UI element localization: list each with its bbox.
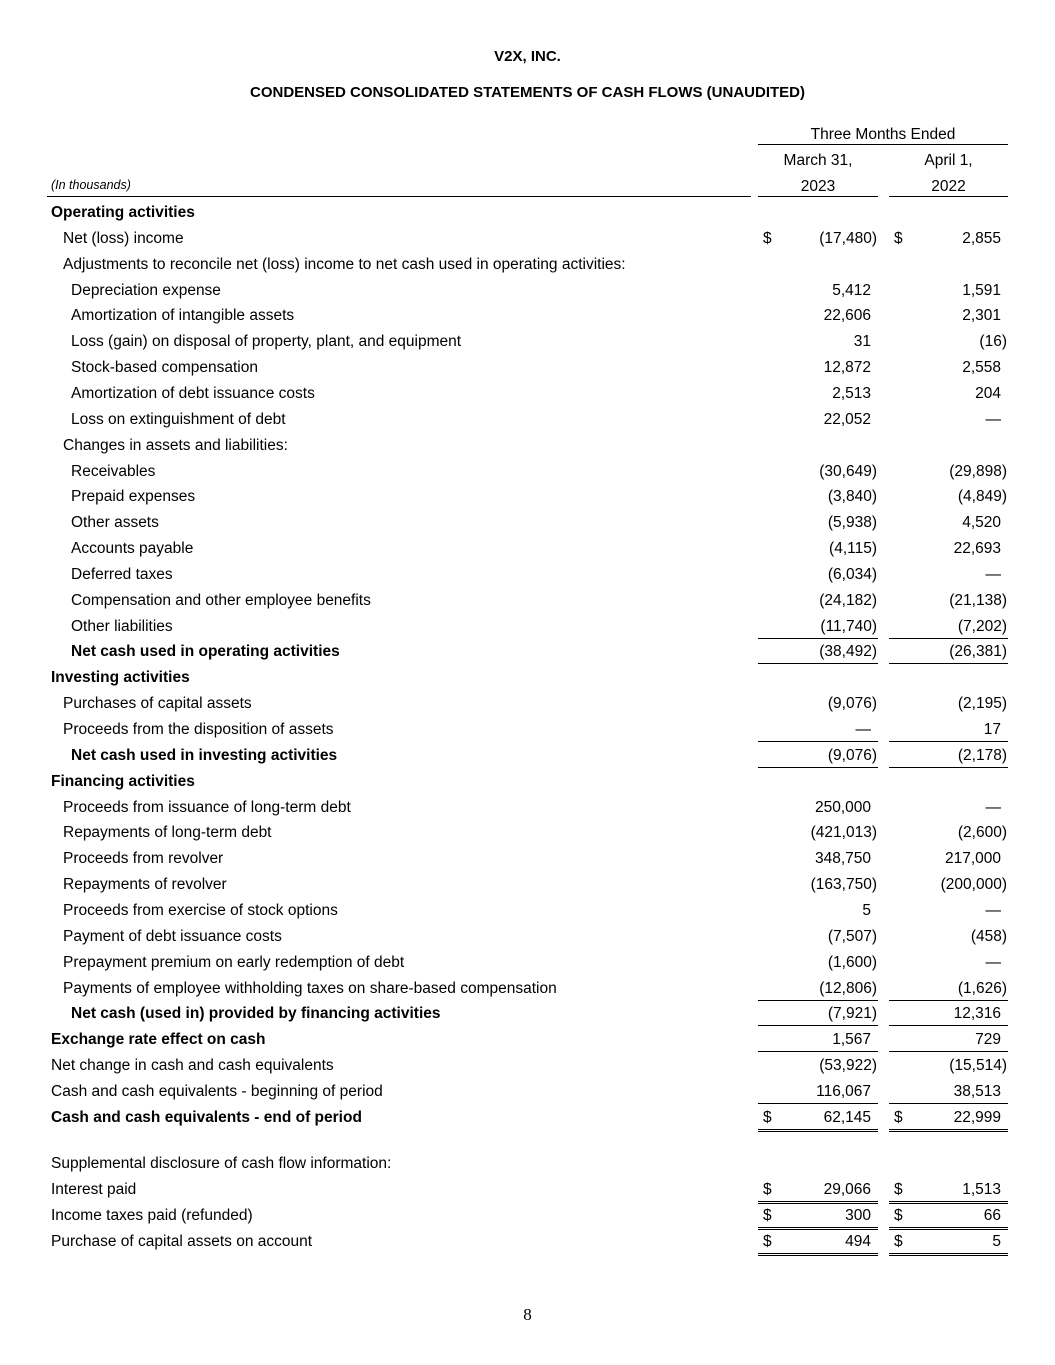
dollar-sign: $ — [894, 1232, 903, 1250]
row-label: Income taxes paid (refunded) — [51, 1206, 253, 1224]
row-label: Receivables — [71, 462, 156, 480]
value: (3,840) — [827, 488, 877, 506]
value-cell-2023 — [758, 1082, 878, 1104]
row-label: Proceeds from the disposition of assets — [63, 721, 334, 738]
value-cell-2022 — [889, 410, 1008, 431]
value: 348,750 — [814, 850, 871, 868]
value: 31 — [853, 333, 871, 351]
dollar-sign: $ — [894, 1108, 903, 1126]
dollar-sign: $ — [763, 229, 772, 247]
value-cell-2023 — [758, 436, 878, 457]
value-cell-2022 — [889, 1154, 1008, 1175]
table-row — [0, 462, 1055, 484]
row-label: Supplemental disclosure of cash flow information: — [51, 1155, 392, 1173]
header-rule-label — [47, 196, 751, 197]
value: (4,115) — [829, 540, 877, 558]
row-label: Loss on extinguishment of debt — [71, 410, 286, 428]
value-cell-2023 — [758, 1154, 878, 1175]
value: 22,052 — [823, 410, 871, 428]
company-name: V2X, INC. — [494, 48, 561, 65]
value: — — [985, 901, 1001, 919]
table-row — [0, 694, 1055, 716]
value-cell-2023 — [758, 798, 878, 819]
value: 62,145 — [823, 1108, 871, 1126]
row-label: Repayments of long-term debt — [63, 824, 272, 842]
row-label: Payments of employee withholding taxes on share-based compensation — [63, 979, 557, 997]
table-row — [0, 979, 1055, 1001]
dollar-sign: $ — [763, 1180, 772, 1198]
value: (21,138) — [949, 591, 1007, 609]
value: (2,600) — [957, 824, 1007, 842]
dollar-sign: $ — [763, 1108, 772, 1126]
value-cell-2023 — [758, 565, 878, 586]
value: (7,507) — [827, 927, 877, 945]
table-row — [0, 1082, 1055, 1104]
value-cell-2022 — [889, 1056, 1008, 1077]
value-cell-2023 — [758, 1108, 878, 1132]
value-cell-2022 — [889, 849, 1008, 870]
value-cell-2022 — [889, 694, 1008, 715]
table-row — [0, 203, 1055, 225]
row-label: Stock-based compensation — [71, 359, 258, 377]
dollar-sign: $ — [894, 229, 903, 247]
value: (15,514) — [949, 1057, 1007, 1075]
value-cell-2022 — [889, 901, 1008, 922]
row-label: Purchases of capital assets — [63, 695, 252, 713]
row-label: Prepayment premium on early redemption of debt — [63, 953, 405, 971]
table-row — [0, 617, 1055, 639]
value-cell-2022 — [889, 591, 1008, 612]
value-cell-2023 — [758, 384, 878, 405]
value-cell-2022 — [889, 798, 1008, 819]
table-row — [0, 436, 1055, 458]
value-cell-2023 — [758, 927, 878, 948]
value: (26,381) — [949, 643, 1007, 661]
table-row — [0, 358, 1055, 380]
table-row — [0, 1154, 1055, 1176]
value-cell-2023 — [758, 1206, 878, 1230]
value: 22,693 — [953, 540, 1001, 558]
table-row — [0, 1056, 1055, 1078]
value-cell-2022 — [889, 487, 1008, 508]
col2-header-line1: April 1, — [924, 152, 973, 169]
table-row — [0, 332, 1055, 354]
value: (2,178) — [957, 746, 1007, 764]
value-cell-2023 — [758, 823, 878, 844]
value-cell-2023 — [758, 849, 878, 870]
period-label: Three Months Ended — [810, 126, 956, 143]
table-row — [0, 565, 1055, 587]
value: 729 — [975, 1031, 1001, 1049]
value: 12,316 — [953, 1005, 1001, 1023]
row-label: Accounts payable — [71, 540, 194, 558]
value: 5 — [862, 901, 871, 919]
col1-header-line1: March 31, — [783, 152, 853, 169]
value-cell-2023 — [758, 229, 878, 250]
value: (1,626) — [957, 979, 1007, 997]
value: 17 — [983, 721, 1001, 738]
value: 300 — [845, 1206, 871, 1224]
value-cell-2023 — [758, 953, 878, 974]
table-row — [0, 668, 1055, 690]
value-cell-2023 — [758, 694, 878, 715]
col1-header-year: 2023 — [800, 178, 836, 195]
value-cell-2023 — [758, 462, 878, 483]
table-row — [0, 642, 1055, 664]
spacer-row — [0, 1134, 1055, 1156]
statement-title: CONDENSED CONSOLIDATED STATEMENTS OF CASH FLOWS (UNAUDITED) — [250, 84, 805, 101]
table-row — [0, 539, 1055, 561]
value: (5,938) — [827, 514, 877, 532]
value: 29,066 — [823, 1180, 871, 1198]
value: 2,558 — [962, 359, 1001, 377]
dollar-sign: $ — [763, 1206, 772, 1224]
row-label: Investing activities — [51, 669, 190, 687]
value-cell-2022 — [889, 1030, 1008, 1052]
value: 5,412 — [832, 281, 871, 299]
value-cell-2023 — [758, 591, 878, 612]
value: (4,849) — [957, 488, 1007, 506]
value-cell-2023 — [758, 255, 878, 276]
value-cell-2023 — [758, 332, 878, 353]
table-row — [0, 1004, 1055, 1026]
row-label: Other liabilities — [71, 617, 173, 635]
value: (24,182) — [819, 591, 877, 609]
row-label: Net cash used in operating activities — [71, 643, 340, 661]
table-row — [0, 1232, 1055, 1254]
table-row — [0, 229, 1055, 251]
value: 204 — [975, 384, 1001, 402]
table-row — [0, 306, 1055, 328]
value: (9,076) — [827, 746, 877, 764]
value: 250,000 — [814, 798, 871, 816]
table-row — [0, 772, 1055, 794]
value-cell-2022 — [889, 462, 1008, 483]
row-label: Cash and cash equivalents - end of period — [51, 1108, 362, 1126]
value: — — [985, 410, 1001, 428]
value-cell-2023 — [758, 642, 878, 664]
page-number: 8 — [523, 1305, 532, 1324]
value-cell-2022 — [889, 668, 1008, 689]
value-cell-2022 — [889, 1108, 1008, 1132]
value: — — [985, 565, 1001, 583]
value-cell-2023 — [758, 772, 878, 793]
row-label: Exchange rate effect on cash — [51, 1031, 266, 1049]
table-row — [0, 746, 1055, 768]
table-row — [0, 720, 1055, 742]
table-row — [0, 513, 1055, 535]
value: (12,806) — [819, 979, 877, 997]
row-label: Purchase of capital assets on account — [51, 1232, 313, 1250]
table-row — [0, 1108, 1055, 1130]
value-cell-2022 — [889, 617, 1008, 639]
value-cell-2023 — [758, 875, 878, 896]
value: (421,013) — [810, 824, 877, 842]
value: (7,921) — [827, 1005, 877, 1023]
value: 66 — [983, 1206, 1001, 1224]
value-cell-2023 — [758, 1232, 878, 1256]
value: 2,301 — [962, 307, 1001, 325]
table-row — [0, 410, 1055, 432]
value-cell-2022 — [889, 1206, 1008, 1230]
value-cell-2022 — [889, 436, 1008, 457]
value-cell-2022 — [889, 565, 1008, 586]
value: — — [855, 721, 871, 738]
row-label: Changes in assets and liabilities: — [63, 436, 288, 454]
value: 22,606 — [823, 307, 871, 325]
table-row — [0, 255, 1055, 277]
value-cell-2022 — [889, 332, 1008, 353]
value-cell-2022 — [889, 746, 1008, 768]
value-cell-2022 — [889, 539, 1008, 560]
row-label: Depreciation expense — [71, 281, 221, 299]
value-cell-2022 — [889, 281, 1008, 302]
value: (9,076) — [827, 695, 877, 713]
row-label: Amortization of intangible assets — [71, 307, 295, 325]
value: (458) — [970, 927, 1007, 945]
value-cell-2023 — [758, 487, 878, 508]
table-row — [0, 875, 1055, 897]
table-row — [0, 384, 1055, 406]
value: (17,480) — [819, 229, 877, 247]
col2-header-year: 2022 — [931, 178, 966, 195]
row-label: Net cash used in investing activities — [71, 746, 338, 764]
value-cell-2023 — [758, 1004, 878, 1026]
value-cell-2022 — [889, 1180, 1008, 1204]
value-cell-2022 — [889, 255, 1008, 276]
value: 2,513 — [832, 384, 871, 402]
value: (53,922) — [819, 1057, 877, 1075]
row-label: Loss (gain) on disposal of property, plant, and equipment — [71, 333, 462, 351]
value-cell-2022 — [889, 203, 1008, 224]
value-cell-2022 — [889, 642, 1008, 664]
dollar-sign: $ — [894, 1206, 903, 1224]
value-cell-2023 — [758, 720, 878, 742]
row-label: Payment of debt issuance costs — [63, 927, 282, 945]
row-label: Proceeds from issuance of long-term debt — [63, 798, 351, 816]
value-cell-2022 — [889, 513, 1008, 534]
row-label: Proceeds from revolver — [63, 850, 224, 868]
value: 1,591 — [962, 281, 1001, 299]
value-cell-2023 — [758, 203, 878, 224]
value: 5 — [992, 1232, 1001, 1250]
table-row — [0, 849, 1055, 871]
value: 494 — [845, 1232, 871, 1250]
row-label: Cash and cash equivalents - beginning of period — [51, 1082, 383, 1100]
value-cell-2022 — [889, 306, 1008, 327]
value: — — [985, 953, 1001, 971]
value-cell-2023 — [758, 746, 878, 768]
value-cell-2022 — [889, 875, 1008, 896]
row-label: Proceeds from exercise of stock options — [63, 901, 338, 919]
value: 38,513 — [953, 1082, 1001, 1100]
value-cell-2022 — [889, 384, 1008, 405]
value-cell-2023 — [758, 306, 878, 327]
value: — — [985, 798, 1001, 816]
value: (1,600) — [827, 953, 877, 971]
table-row — [0, 1180, 1055, 1202]
row-label: Amortization of debt issuance costs — [71, 384, 315, 402]
value: 22,999 — [953, 1108, 1001, 1126]
value-cell-2023 — [758, 539, 878, 560]
value-cell-2023 — [758, 410, 878, 431]
value-cell-2022 — [889, 823, 1008, 844]
value-cell-2023 — [758, 513, 878, 534]
value-cell-2023 — [758, 1030, 878, 1052]
table-row — [0, 1206, 1055, 1228]
value-cell-2022 — [889, 979, 1008, 1001]
value: 12,872 — [823, 359, 871, 377]
row-label: Adjustments to reconcile net (loss) income to net cash used in operating activities: — [63, 255, 626, 273]
row-label: Compensation and other employee benefits — [71, 591, 371, 609]
value: 1,513 — [962, 1180, 1001, 1198]
value: (30,649) — [819, 462, 877, 480]
dollar-sign: $ — [763, 1232, 772, 1250]
row-label: Financing activities — [51, 772, 195, 790]
value: 1,567 — [832, 1031, 871, 1049]
row-label: Net cash (used in) provided by financing activities — [71, 1005, 441, 1023]
row-label: Other assets — [71, 514, 159, 532]
value-cell-2022 — [889, 953, 1008, 974]
row-label: Interest paid — [51, 1180, 137, 1198]
value-cell-2022 — [889, 358, 1008, 379]
value-cell-2023 — [758, 617, 878, 639]
table-row — [0, 798, 1055, 820]
header-rule-col2 — [889, 196, 1008, 197]
period-rule — [758, 144, 1008, 145]
value-cell-2023 — [758, 901, 878, 922]
units-label: (In thousands) — [51, 178, 131, 192]
header-rule-col1 — [758, 196, 878, 197]
row-label: Repayments of revolver — [63, 876, 227, 894]
value: (200,000) — [940, 876, 1007, 894]
table-row — [0, 591, 1055, 613]
value: 2,855 — [962, 229, 1001, 247]
row-label: Prepaid expenses — [71, 488, 196, 506]
value: (16) — [979, 333, 1007, 351]
value: (2,195) — [957, 695, 1007, 713]
value: (7,202) — [957, 617, 1007, 635]
value: 4,520 — [962, 514, 1001, 532]
value-cell-2022 — [889, 1082, 1008, 1104]
value: (163,750) — [810, 876, 877, 894]
row-label: Operating activities — [51, 204, 195, 221]
value: 116,067 — [816, 1082, 871, 1100]
value-cell-2023 — [758, 979, 878, 1001]
value-cell-2022 — [889, 772, 1008, 793]
row-label: Deferred taxes — [71, 565, 173, 583]
table-row — [0, 953, 1055, 975]
value-cell-2023 — [758, 1056, 878, 1077]
value-cell-2023 — [758, 668, 878, 689]
table-row — [0, 901, 1055, 923]
value: (38,492) — [819, 643, 877, 661]
dollar-sign: $ — [894, 1180, 903, 1198]
value: 217,000 — [944, 850, 1001, 868]
row-label: Net change in cash and cash equivalents — [51, 1057, 334, 1075]
value-cell-2022 — [889, 1004, 1008, 1026]
table-row — [0, 927, 1055, 949]
value-cell-2022 — [889, 1232, 1008, 1256]
row-label: Net (loss) income — [63, 229, 184, 247]
value: (29,898) — [949, 462, 1007, 480]
table-row — [0, 1030, 1055, 1052]
value: (11,740) — [820, 617, 877, 635]
table-row — [0, 487, 1055, 509]
value-cell-2023 — [758, 1180, 878, 1204]
value: (6,034) — [827, 565, 877, 583]
value-cell-2022 — [889, 720, 1008, 742]
value-cell-2023 — [758, 281, 878, 302]
value-cell-2023 — [758, 358, 878, 379]
value-cell-2022 — [889, 927, 1008, 948]
table-row — [0, 281, 1055, 303]
value-cell-2022 — [889, 229, 1008, 250]
table-row — [0, 823, 1055, 845]
